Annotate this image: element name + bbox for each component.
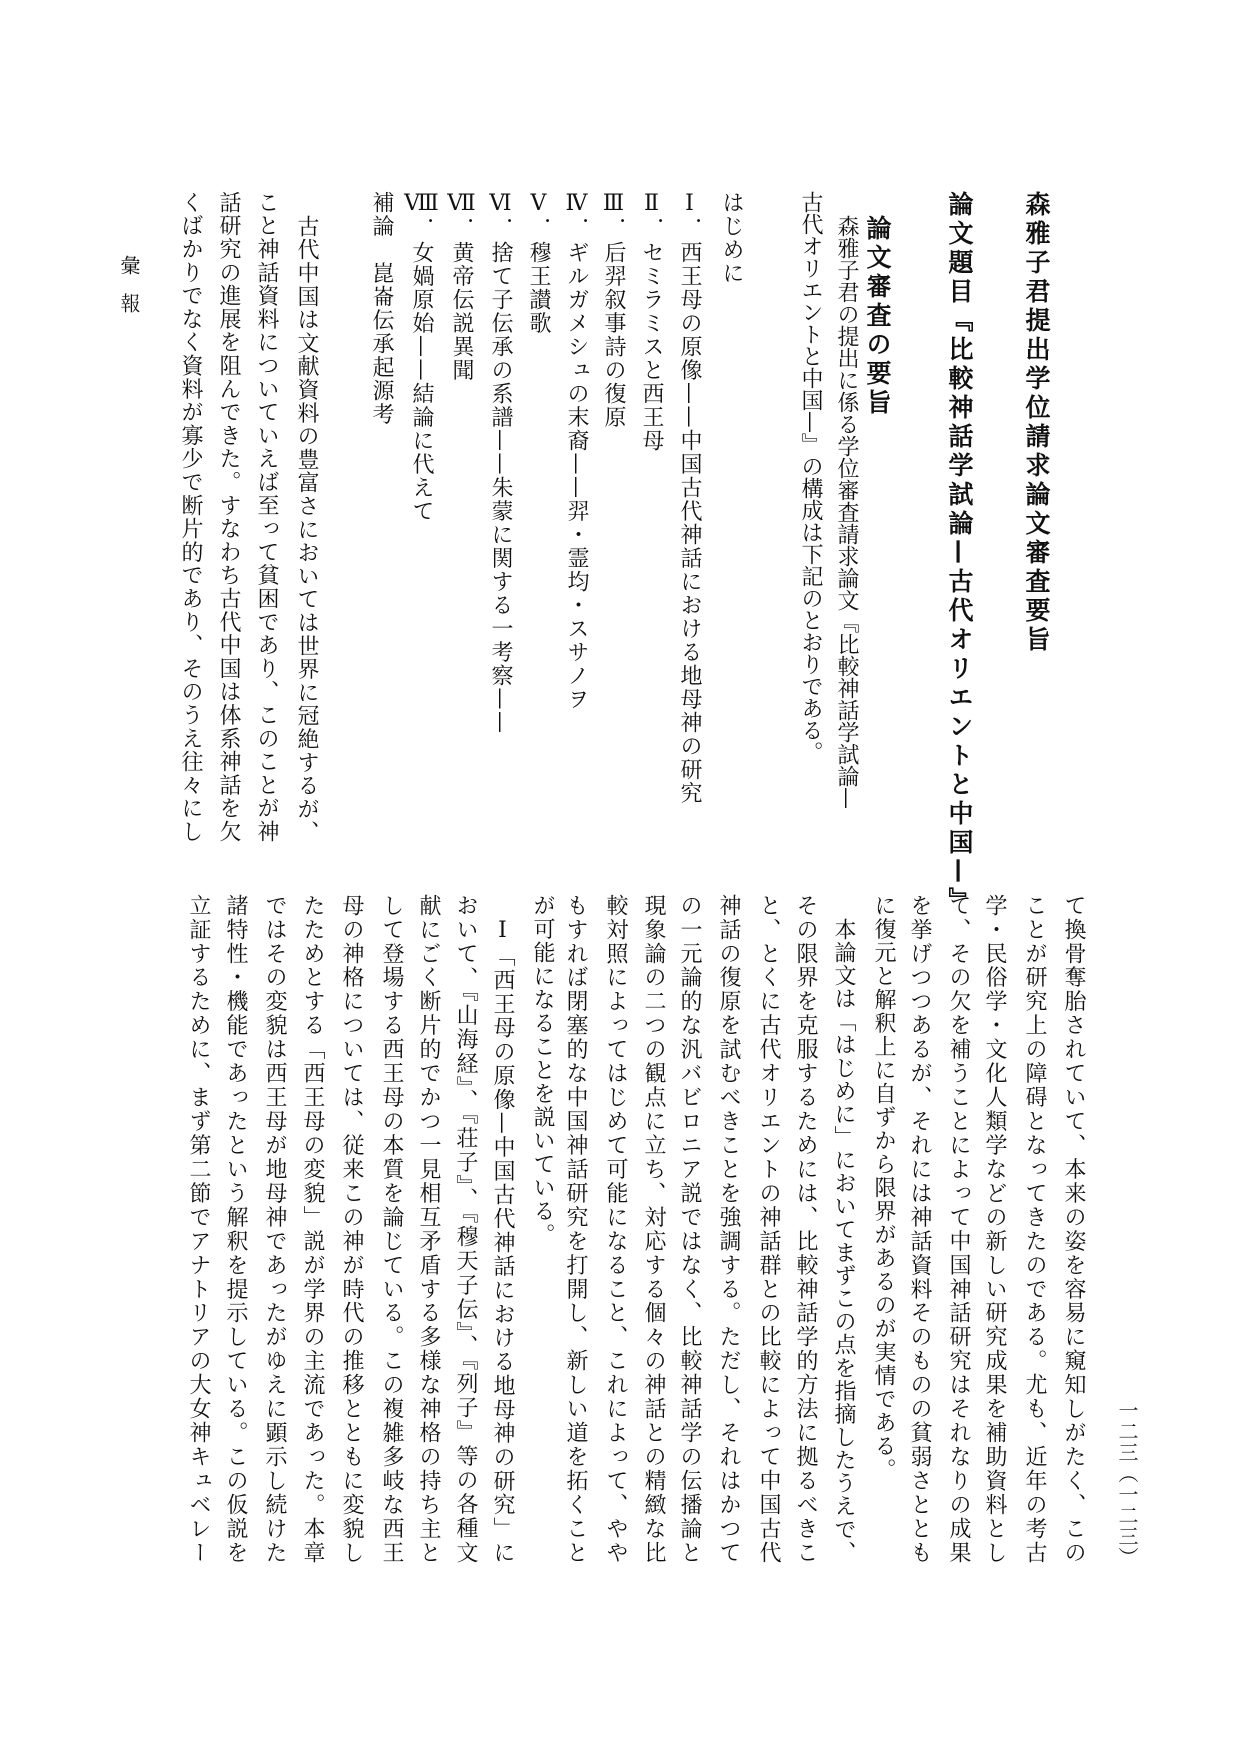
toc-item: Ⅶ．黄帝伝説異聞 <box>449 191 474 382</box>
toc-item: Ⅳ．ギルガメシュの末裔——羿・霊均・スサノヲ <box>564 191 589 711</box>
document-title: 森雅子君提出学位請求論文審査要旨 <box>1022 191 1051 655</box>
body-line: 較対照によってはじめて可能になること、これによって、やや <box>603 894 628 1563</box>
body-line: こと神話資料についていえば至って貧困であり、このことが神 <box>254 191 279 844</box>
body-line: 献にごく断片的でかつ一見相互矛盾する多様な神格の持ち主と <box>416 894 441 1563</box>
body-line: 母の神格については、従来この神が時代の推移とともに変貌し <box>339 894 364 1563</box>
intro-line: 古代オリエントと中国—』の構成は下記のとおりである。 <box>798 191 823 763</box>
page-number: 一二三（一二三） <box>1115 1400 1139 1568</box>
body-line: くばかりでなく資料が寡少で断片的であり、そのうえ往々にし <box>178 191 203 844</box>
toc-item: Ⅴ．穆王讃歌 <box>526 191 551 335</box>
body-line: おいて、『山海経』、『荘子』、『穆天子伝』、『列子』等の各種文 <box>453 894 478 1563</box>
body-line: 神話の復原を試むべきことを強調する。ただし、それはかつて <box>716 894 741 1563</box>
toc-item: Ⅷ．女媧原始——結論に代えて <box>409 191 434 523</box>
body-line: して登場する西王母の本質を論じている。この複雑多岐な西王 <box>379 894 404 1563</box>
thesis-title: 論文題目『比較神話学試論—古代オリエントと中国—』 <box>945 191 974 916</box>
body-line: と、とくに古代オリエントの神話群との比較によって中国古代 <box>756 894 781 1563</box>
body-line: て換骨奪胎されていて、本来の姿を容易に窺知しがたく、この <box>1061 894 1086 1563</box>
body-line: 話研究の進展を阻んできた。すなわち古代中国は体系神話を欠 <box>216 191 241 844</box>
body-line: の一元論的な汎バビロニア説ではなく、比較神話学の伝播論と <box>677 894 702 1563</box>
body-line: 本論文は「はじめに」においてまずこの点を指摘したうえで、 <box>831 918 856 1563</box>
running-head: 彙報 <box>117 255 141 331</box>
intro-line: 森雅子君の提出に係る学位審査請求論文『比較神話学試論— <box>834 215 859 809</box>
body-line: 現象論の二つの観点に立ち、対応する個々の神話との精緻な比 <box>641 894 666 1563</box>
toc-item: Ⅲ．后羿叙事詩の復原 <box>601 191 626 429</box>
toc-item: Ⅵ．捨て子伝承の系譜——朱蒙に関する一考察—— <box>488 191 513 735</box>
body-line: を挙げつつあるが、それには神話資料そのものの貧弱さととも <box>907 894 932 1563</box>
summary-heading: 論文審査の要旨 <box>863 215 892 418</box>
body-line: に復元と解釈上に自ずから限界があるのが実情である。 <box>871 894 896 1482</box>
toc-item: Ⅰ．西王母の原像——中国古代神話における地母神の研究 <box>677 191 702 805</box>
toc-item: はじめに <box>719 191 744 285</box>
body-line: ことが研究上の障碍となってきたのである。尤も、近年の考古 <box>1022 894 1047 1563</box>
body-line: 立証するために、まず第二節でアナトリアの大女神キュベレー <box>186 894 211 1563</box>
toc-item: 補論 崑崙伝承起源考 <box>369 191 394 426</box>
body-line: Ⅰ「西王母の原像—中国古代神話における地母神の研究」に <box>490 918 515 1563</box>
body-line: 学・民俗学・文化人類学などの新しい研究成果を補助資料とし <box>982 894 1007 1563</box>
body-line: て、その欠を補うことによって中国神話研究はそれなりの成果 <box>946 894 971 1563</box>
body-line: ではその変貌は西王母が地母神であったがゆえに顕示し続けた <box>262 894 287 1563</box>
body-line: 古代中国は文献資料の豊富さにおいては世界に冠絶するが、 <box>294 215 319 845</box>
body-line: もすれば閉塞的な中国神話研究を打開し、新しい道を拓くこと <box>563 894 588 1563</box>
body-line: が可能になることを説いている。 <box>530 894 555 1247</box>
body-line: たためとする「西王母の変貌」説が学界の主流であった。本章 <box>300 894 325 1563</box>
body-line: その限界を克服するためには、比較神話学的方法に拠るべきこ <box>793 894 818 1563</box>
body-line: 諸特性・機能であったという解釈を提示している。この仮説を <box>223 894 248 1563</box>
toc-item: Ⅱ．セミラミスと西王母 <box>639 191 664 453</box>
